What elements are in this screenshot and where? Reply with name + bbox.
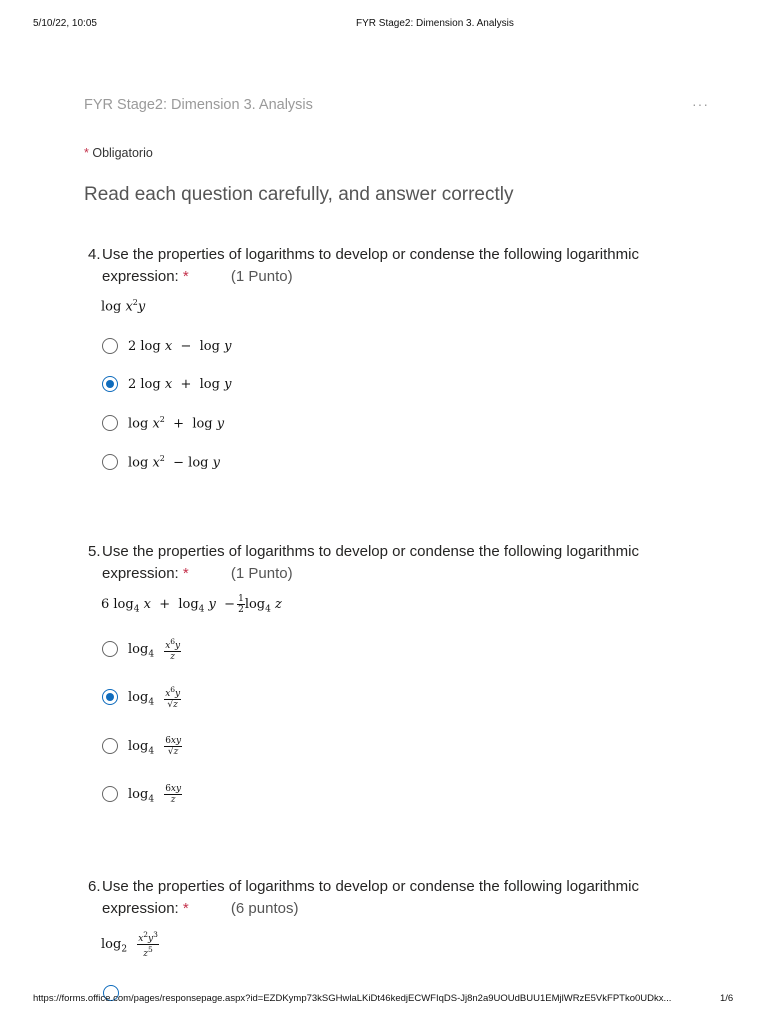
points-label: (6 puntos) — [230, 899, 299, 917]
radio-button[interactable] — [102, 641, 118, 657]
question-number: 6. — [88, 878, 101, 895]
print-url: https://forms.office.com/pages/responsepage.aspx?id=EZDKymp73kSGHwlaLKiDt46kedjECWFIqDS-Jj8n2a9UOUdBUU1EMjlWRzE5VkFPTko0UDkx... — [33, 993, 672, 1004]
required-star: * — [182, 899, 189, 917]
q5-option-4[interactable] — [102, 783, 182, 805]
more-options-icon[interactable]: ··· — [692, 96, 709, 112]
question-5-expression: 6 $\log_4 x + \log_4 y$ − $\frac{1}{2}$ $\log_4 z$ — [101, 594, 282, 615]
print-doc-title: FYR Stage2: Dimension 3. Analysis — [356, 18, 514, 29]
question-line1: Use the properties of logarithms to develop or condense the following logarithmic — [102, 878, 639, 895]
q4-option-2[interactable] — [102, 373, 231, 395]
option-label: $\log x^2 - \log y$ — [128, 453, 220, 471]
question-text — [102, 244, 702, 287]
option-label: $\log_4$ $\frac{6xy}{√z}$ — [128, 735, 182, 757]
required-star: * — [182, 564, 189, 582]
option-label: $\log_4$ $\frac{x^6y}{z}$ — [128, 636, 181, 662]
question-text — [102, 876, 702, 919]
required-note-text: Obligatorio — [92, 146, 153, 160]
option-label: $\log_4$ $\frac{6xy}{z}$ — [128, 783, 182, 805]
option-label: $\log x^2 + \log y$ — [128, 414, 225, 432]
q5-option-2[interactable] — [102, 686, 181, 708]
option-label: 2 log x − log y — [128, 338, 232, 354]
q5-option-3[interactable] — [102, 735, 182, 757]
radio-button[interactable] — [102, 415, 118, 431]
radio-button[interactable] — [102, 786, 118, 802]
print-page-number: 1/6 — [720, 993, 734, 1004]
q5-option-1[interactable] — [102, 638, 181, 660]
option-label: 2 log x + log y — [128, 376, 232, 392]
radio-button[interactable] — [102, 738, 118, 754]
points-label: (1 Punto) — [230, 267, 293, 285]
question-line2: expression: — [102, 267, 179, 285]
points-label: (1 Punto) — [230, 564, 293, 582]
q4-option-3[interactable] — [102, 412, 224, 434]
required-star: * — [182, 267, 189, 285]
q4-option-4[interactable] — [102, 451, 220, 473]
question-line1: Use the properties of logarithms to develop or condense the following logarithmic — [102, 246, 639, 263]
section-title: Read each question carefully, and answer correctly — [84, 184, 514, 205]
required-note — [84, 146, 153, 160]
question-4-expression: $\log x^2y$ — [101, 298, 146, 315]
print-datetime: 5/10/22, 10:05 — [33, 18, 97, 29]
radio-button[interactable] — [102, 338, 118, 354]
radio-button-selected[interactable] — [102, 376, 118, 392]
required-star: * — [84, 146, 89, 160]
question-number: 5. — [88, 543, 101, 560]
question-line2: expression: — [102, 899, 179, 917]
q4-option-1[interactable] — [102, 335, 231, 357]
option-label: $\log_4$ $\frac{x^6y}{√z}$ — [128, 684, 181, 710]
question-text — [102, 541, 702, 584]
question-line2: expression: — [102, 564, 179, 582]
radio-button-selected[interactable] — [102, 689, 118, 705]
form-title: FYR Stage2: Dimension 3. Analysis — [84, 97, 313, 113]
question-6-expression: $\log_2$ $\frac{x^2y^3}{z^5}$ — [101, 930, 158, 959]
question-line1: Use the properties of logarithms to develop or condense the following logarithmic — [102, 543, 639, 560]
question-number: 4. — [88, 246, 101, 263]
radio-button[interactable] — [102, 454, 118, 470]
